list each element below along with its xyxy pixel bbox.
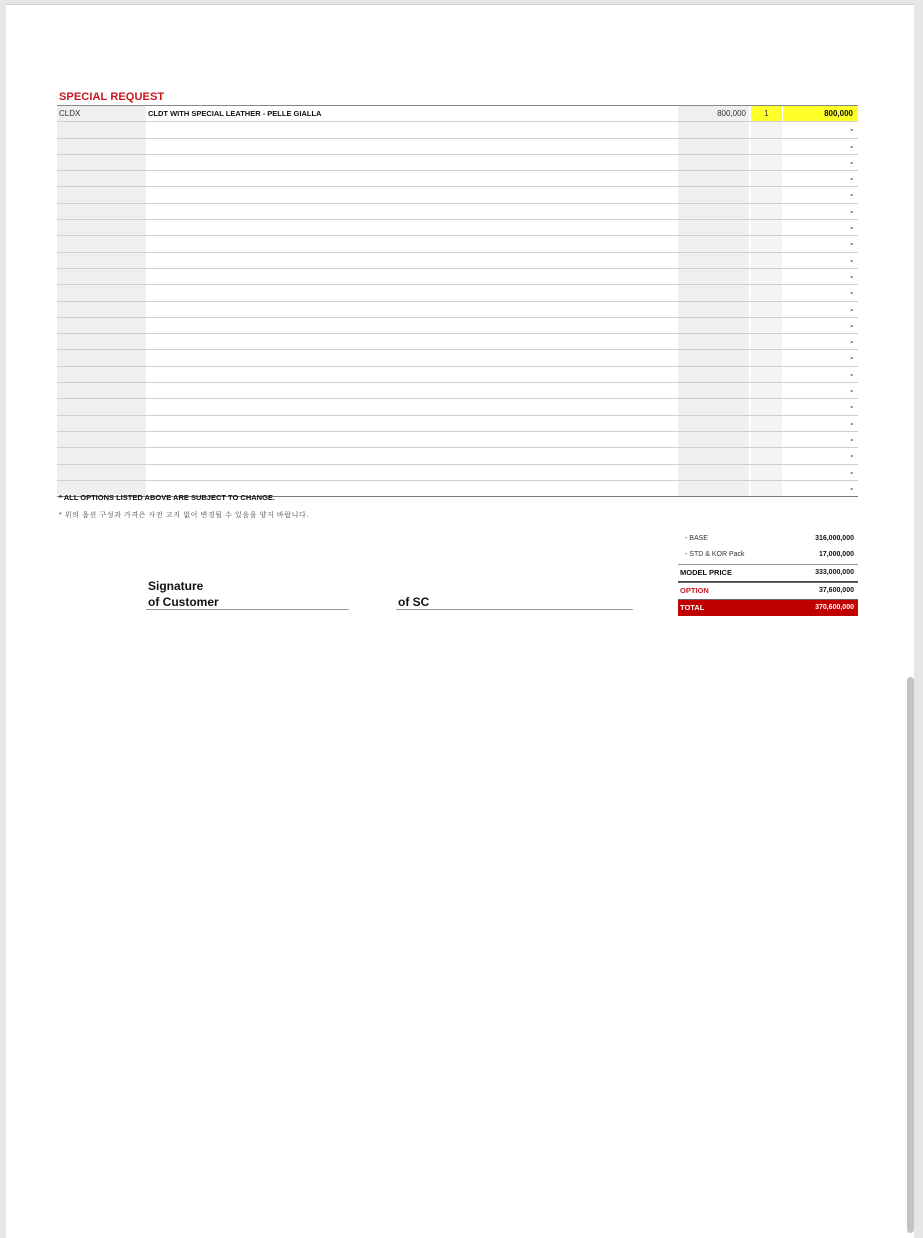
document-page [6, 4, 914, 1238]
unit-price-cell [678, 481, 750, 496]
unit-price-cell [678, 334, 750, 349]
summary-option-row [678, 582, 858, 600]
unit-price-cell [678, 285, 750, 300]
special-request-table [57, 105, 858, 497]
table-row [57, 220, 858, 236]
special-request-title: SPECIAL REQUEST [59, 91, 165, 103]
unit-price-cell [678, 318, 750, 333]
model-price-label: MODEL PRICE [680, 567, 732, 577]
quantity-cell [751, 318, 783, 333]
line-total-cell: - [783, 481, 858, 496]
option-description-cell [146, 155, 678, 170]
unit-price-cell [678, 465, 750, 480]
option-code-cell [57, 367, 146, 382]
quantity-cell [751, 416, 783, 431]
quantity-cell [751, 220, 783, 235]
unit-price-cell [678, 350, 750, 365]
option-code-cell [57, 318, 146, 333]
option-value: 37,600,000 [818, 586, 854, 594]
line-total-cell: - [783, 416, 858, 431]
table-row [57, 318, 858, 334]
line-total-cell: - [783, 350, 858, 365]
unit-price-cell [678, 204, 750, 219]
quantity-cell [751, 122, 783, 137]
option-description-cell [146, 465, 678, 480]
line-total-cell: - [783, 285, 858, 300]
line-total-cell: - [783, 399, 858, 414]
option-description-cell [146, 122, 678, 137]
line-total-cell: - [783, 367, 858, 382]
option-code-cell [57, 465, 146, 480]
option-description-cell [146, 350, 678, 365]
quantity-cell: 1 [751, 106, 783, 121]
unit-price-cell [678, 171, 750, 186]
line-total-cell: - [783, 171, 858, 186]
line-total-cell: - [783, 253, 858, 268]
option-code-cell [57, 383, 146, 398]
line-total-cell: - [783, 139, 858, 154]
table-row [57, 432, 858, 448]
line-total-cell: - [783, 318, 858, 333]
option-code-cell [57, 285, 146, 300]
line-total-cell: - [783, 269, 858, 284]
unit-price-cell [678, 236, 750, 251]
summary-base-row [678, 531, 858, 547]
total-label: TOTAL [680, 603, 705, 613]
option-description-cell [146, 269, 678, 284]
table-row [57, 106, 858, 122]
option-code-cell [57, 204, 146, 219]
line-total-cell: - [783, 465, 858, 480]
unit-price-cell [678, 302, 750, 317]
table-row [57, 367, 858, 383]
line-total-cell: - [783, 220, 858, 235]
note-english: * ALL OPTIONS LISTED ABOVE ARE SUBJECT TO CHANGE. [59, 493, 275, 502]
line-total-cell: - [783, 383, 858, 398]
option-code-cell [57, 302, 146, 317]
table-row [57, 269, 858, 285]
option-description-cell [146, 302, 678, 317]
table-row [57, 383, 858, 399]
quantity-cell [751, 350, 783, 365]
option-code-cell [57, 187, 146, 202]
option-description-cell [146, 334, 678, 349]
option-description-cell: CLDT WITH SPECIAL LEATHER - PELLE GIALLA [146, 106, 678, 121]
quantity-cell [751, 204, 783, 219]
option-code-cell [57, 416, 146, 431]
sc-signature-label: of SC [398, 595, 430, 609]
table-row [57, 236, 858, 252]
unit-price-cell: 800,000 [678, 106, 750, 121]
unit-price-cell [678, 122, 750, 137]
option-code-cell [57, 139, 146, 154]
quantity-cell [751, 302, 783, 317]
option-description-cell [146, 139, 678, 154]
quantity-cell [751, 367, 783, 382]
line-total-cell: - [783, 334, 858, 349]
option-code-cell [57, 448, 146, 463]
customer-signature-label [148, 578, 219, 610]
quantity-cell [751, 399, 783, 414]
option-description-cell [146, 171, 678, 186]
table-row [57, 350, 858, 366]
total-value: 370,600,000 [815, 604, 854, 612]
signature-word: Signature [148, 579, 204, 593]
table-row [57, 334, 858, 350]
option-description-cell [146, 399, 678, 414]
option-description-cell [146, 448, 678, 463]
table-row [57, 171, 858, 187]
option-description-cell [146, 204, 678, 219]
table-row [57, 416, 858, 432]
unit-price-cell [678, 155, 750, 170]
option-description-cell [146, 318, 678, 333]
line-total-cell: - [783, 236, 858, 251]
line-total-cell: 800,000 [783, 106, 858, 121]
option-code-cell [57, 236, 146, 251]
line-total-cell: - [783, 448, 858, 463]
quantity-cell [751, 139, 783, 154]
line-total-cell: - [783, 204, 858, 219]
option-code-cell [57, 334, 146, 349]
option-description-cell [146, 432, 678, 447]
option-code-cell [57, 171, 146, 186]
option-description-cell [146, 367, 678, 382]
option-code-cell [57, 220, 146, 235]
option-description-cell [146, 416, 678, 431]
unit-price-cell [678, 432, 750, 447]
unit-price-cell [678, 416, 750, 431]
line-total-cell: - [783, 122, 858, 137]
quantity-cell [751, 285, 783, 300]
table-row [57, 139, 858, 155]
quantity-cell [751, 253, 783, 268]
unit-price-cell [678, 367, 750, 382]
quantity-cell [751, 236, 783, 251]
option-code-cell [57, 122, 146, 137]
pack-label: - STD & KOR Pack [685, 551, 745, 559]
line-total-cell: - [783, 302, 858, 317]
price-summary [678, 531, 858, 616]
quantity-cell [751, 383, 783, 398]
quantity-cell [751, 171, 783, 186]
unit-price-cell [678, 253, 750, 268]
option-code-cell [57, 253, 146, 268]
pack-value: 17,000,000 [818, 551, 854, 559]
quantity-cell [751, 187, 783, 202]
option-code-cell [57, 269, 146, 284]
base-value: 316,000,000 [815, 535, 854, 542]
of-customer-word: of Customer [148, 595, 219, 609]
line-total-cell: - [783, 432, 858, 447]
option-label: OPTION [680, 585, 709, 595]
table-row [57, 187, 858, 203]
option-code-cell [57, 399, 146, 414]
summary-pack-row [678, 547, 858, 564]
table-row [57, 448, 858, 464]
sc-signature-line [396, 609, 633, 610]
option-code-cell: CLDX [57, 106, 146, 121]
vertical-scrollbar[interactable] [907, 677, 914, 1233]
table-row [57, 122, 858, 138]
option-description-cell [146, 285, 678, 300]
table-row [57, 399, 858, 415]
table-row [57, 204, 858, 220]
quantity-cell [751, 269, 783, 284]
summary-model-row [678, 565, 858, 582]
option-description-cell [146, 253, 678, 268]
unit-price-cell [678, 187, 750, 202]
option-code-cell [57, 155, 146, 170]
unit-price-cell [678, 139, 750, 154]
option-description-cell [146, 187, 678, 202]
table-row [57, 155, 858, 171]
line-total-cell: - [783, 187, 858, 202]
table-row [57, 465, 858, 481]
option-description-cell [146, 236, 678, 251]
quantity-cell [751, 481, 783, 496]
table-row [57, 285, 858, 301]
unit-price-cell [678, 220, 750, 235]
unit-price-cell [678, 448, 750, 463]
quantity-cell [751, 448, 783, 463]
quantity-cell [751, 465, 783, 480]
quantity-cell [751, 334, 783, 349]
option-description-cell [146, 220, 678, 235]
quantity-cell [751, 155, 783, 170]
model-price-value: 333,000,000 [815, 568, 854, 576]
table-row [57, 253, 858, 269]
unit-price-cell [678, 383, 750, 398]
option-code-cell [57, 432, 146, 447]
quantity-cell [751, 432, 783, 447]
summary-total-row [678, 600, 858, 616]
option-code-cell [57, 350, 146, 365]
note-korean: * 위의 옵션 구성과 가격은 사전 고지 없이 변경될 수 있음을 양지 바랍니다. [59, 512, 309, 519]
table-row [57, 302, 858, 318]
line-total-cell: - [783, 155, 858, 170]
unit-price-cell [678, 269, 750, 284]
customer-signature-line [146, 609, 349, 610]
unit-price-cell [678, 399, 750, 414]
base-label: - BASE [685, 535, 708, 542]
option-description-cell [146, 383, 678, 398]
